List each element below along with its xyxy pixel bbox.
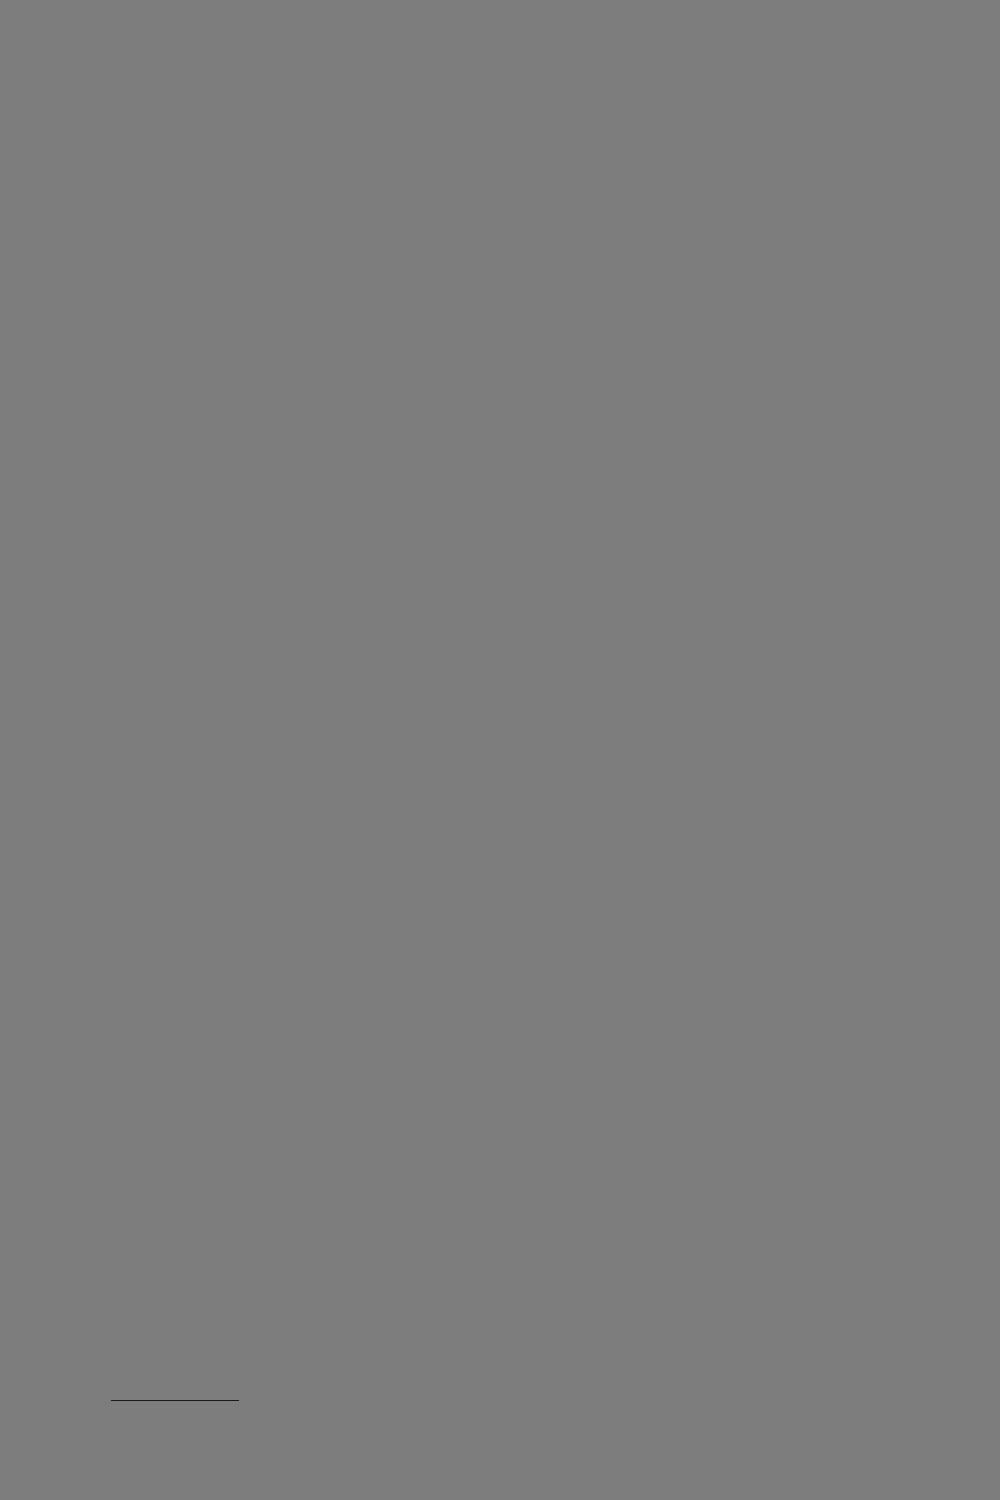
footnote-rule (111, 1400, 239, 1401)
